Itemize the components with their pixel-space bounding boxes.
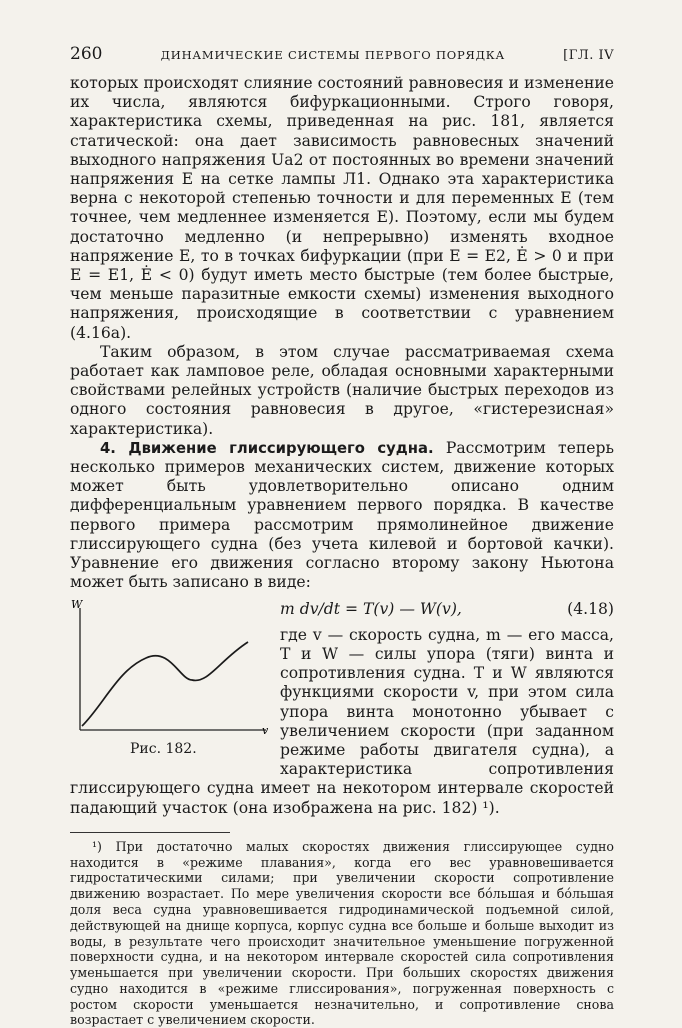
- x-axis-label: v: [262, 724, 269, 738]
- page-body: [70, 74, 614, 818]
- paragraph-bifurcation: которых происходят слияние состояний равновесия и изменение их числа, являются бифуркационными. Строго говоря, характеристика схемы, приведенная на рис. 181, является статической: она дает зависимость равновесных значений выходного напряжения Uа2 от постоянных во времени значений напряжения E на сетке лампы Л1. Однако эта характеристика верна с некоторой степенью точности и для переменных E (тем точнее, чем медленнее изменяется E). Поэтому, если мы будем достаточно медленно (и непрерывно) изменять входное напряжение E, то в точках бифуркации (при E = E2, Ė > 0 и при E = E1, Ė < 0) будут иметь место быстрые (тем более быстрые, чем меньше паразитные емкости схемы) изменения выходного напряжения, происходящие в соответствии с уравнением (4.16а).: [70, 74, 614, 342]
- chapter-marker: [ГЛ. IV: [563, 48, 614, 63]
- equation-4-18: [280, 592, 614, 625]
- footnote-rule: [70, 832, 230, 833]
- equation-number: (4.18): [567, 600, 614, 619]
- footnote: ¹) При достаточно малых скоростях движения глиссирующее судно находится в «режиме плавания», когда его вес уравновешивается гидростатическими силами; при увеличении скорости сопротивление движению возрастает. По мере увеличения скорости все бо́льшая и бо́льшая доля веса судна уравновешивается гидродинамической подъемной силой, действующей на днище корпуса, корпус судна все больше и больше выходит из воды, в результате чего происходит значительное уменьшение погруженной поверхности судна, и на некотором интервале скоростей сила сопротивления уменьшается при увеличении скорости. При больших скоростях движения судно находится в «режиме глиссирования», погруженная поверхность с ростом скорости уменьшается незначительно, и сопротивление снова возрастает с увеличением скорости.: [70, 838, 614, 1028]
- section-heading: 4. Движение глиссирующего судна.: [100, 439, 434, 457]
- section-intro-a: Рассмотрим теперь несколько примеров механических систем, движение которых может быть удовлетворительно описано одним дифференциальным уравнением первого порядка. В качестве первого примера рассмотрим прямолинейное движение глиссирующего судна (без учета килевой и бортовой качки). Уравнение его движения согласно второму закону Ньютона может быть записано в виде:: [70, 438, 615, 592]
- resistance-curve-plot: [70, 596, 270, 740]
- paragraph-after-equation: где v — скорость судна, m — его масса, T и W — силы упора (тяги) винта и сопротивления судна. T и W являются функциями скорости v, при этом сила упора винта монотонно убывает с увеличением скорости (при заданном режиме работы двигателя судна), а характеристика сопротивления глиссирующего судна имеет на некотором интервале скоростей падающий участок (она изображена на рис. 182) ¹).: [70, 625, 614, 817]
- resistance-curve: [82, 642, 248, 726]
- figure-182: [70, 596, 270, 772]
- figure-caption: Рис. 182.: [130, 741, 197, 758]
- running-title: ДИНАМИЧЕСКИЕ СИСТЕМЫ ПЕРВОГО ПОРЯДКА: [160, 48, 506, 62]
- book-page: [70, 44, 614, 1028]
- y-axis-label: W: [71, 598, 83, 612]
- paragraph-relay: Таким образом, в этом случае рассматриваемая схема работает как ламповое реле, обладая основными характерными свойствами релейных устройств (наличие быстрых переходов из одного состояния равновесия в другое, «гистерезисная» характеристика).: [70, 342, 614, 438]
- section-paragraph: [70, 439, 614, 593]
- page-number: 260: [70, 44, 103, 64]
- equation-text: m dv/dt = T(v) — W(v),: [280, 600, 462, 619]
- page-header: [70, 44, 614, 64]
